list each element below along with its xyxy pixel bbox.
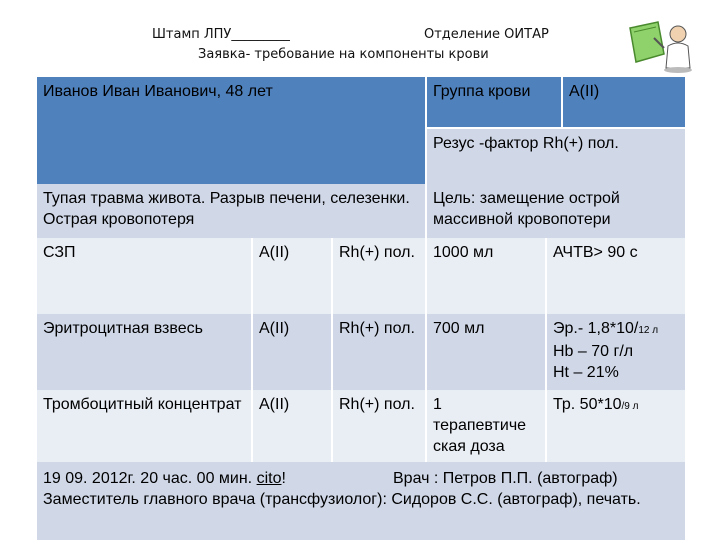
indication-text: АЧТВ> 90 с bbox=[553, 244, 638, 261]
treatment-goal: Цель: замещение острой массивной кровопотери bbox=[427, 184, 685, 238]
indication-ht: Ht – 21% bbox=[553, 364, 619, 381]
indication-subscript: 12 л bbox=[638, 325, 659, 336]
department-label: Отделение ОИТАР bbox=[424, 27, 549, 42]
component-indication bbox=[547, 238, 685, 314]
indication-text: Эр.- 1,8*10/ bbox=[553, 320, 639, 337]
indication-hb: Hb – 70 г/л bbox=[553, 343, 634, 360]
component-rh: Rh(+) пол. bbox=[333, 314, 427, 390]
request-date: 19 09. 2012г. 20 час. 00 мин. bbox=[43, 470, 253, 487]
component-rh: Rh(+) пол. bbox=[333, 390, 427, 462]
patient-name: Иванов Иван Иванович, 48 лет bbox=[37, 77, 427, 184]
component-blood-group: А(II) bbox=[253, 314, 333, 390]
signature-block bbox=[37, 462, 685, 540]
doctor-signature: Врач : Петров П.П. (автограф) bbox=[393, 470, 618, 487]
component-indication bbox=[547, 314, 685, 390]
indication-subscript: /9 л bbox=[621, 401, 639, 412]
component-name: Тромбоцитный концентрат bbox=[37, 390, 253, 462]
component-volume: 1000 мл bbox=[427, 238, 547, 314]
component-volume: 700 мл bbox=[427, 314, 547, 390]
blood-group-label: Группа крови bbox=[427, 77, 563, 129]
component-name: Эритроцитная взвесь bbox=[37, 314, 253, 390]
stamp-label: Штамп ЛПУ_________ bbox=[152, 27, 290, 42]
indication-text: Тр. 50*10 bbox=[553, 396, 622, 413]
component-blood-group: А(II) bbox=[253, 238, 333, 314]
rh-factor: Резус -фактор Rh(+) пол. bbox=[427, 129, 685, 184]
component-rh: Rh(+) пол. bbox=[333, 238, 427, 314]
diagnosis-text: Тупая травма живота. Разрыв печени, селезенки. Острая кровопотеря bbox=[37, 184, 427, 238]
document-subtitle: Заявка- требование на компоненты крови bbox=[198, 47, 489, 62]
component-blood-group: А(II) bbox=[253, 390, 333, 462]
cito-exclamation: ! bbox=[281, 470, 286, 487]
doctor-clipart-icon bbox=[624, 18, 698, 74]
component-indication bbox=[547, 390, 685, 462]
cito-mark: cito bbox=[256, 470, 282, 487]
blood-group-value: А(II) bbox=[563, 77, 685, 129]
component-volume: 1 терапевтиче ская доза bbox=[427, 390, 547, 462]
deputy-signature: Заместитель главного врача (трансфузиолог): Сидоров С.С. (автограф), печать. bbox=[43, 491, 641, 508]
component-name: СЗП bbox=[37, 238, 253, 314]
